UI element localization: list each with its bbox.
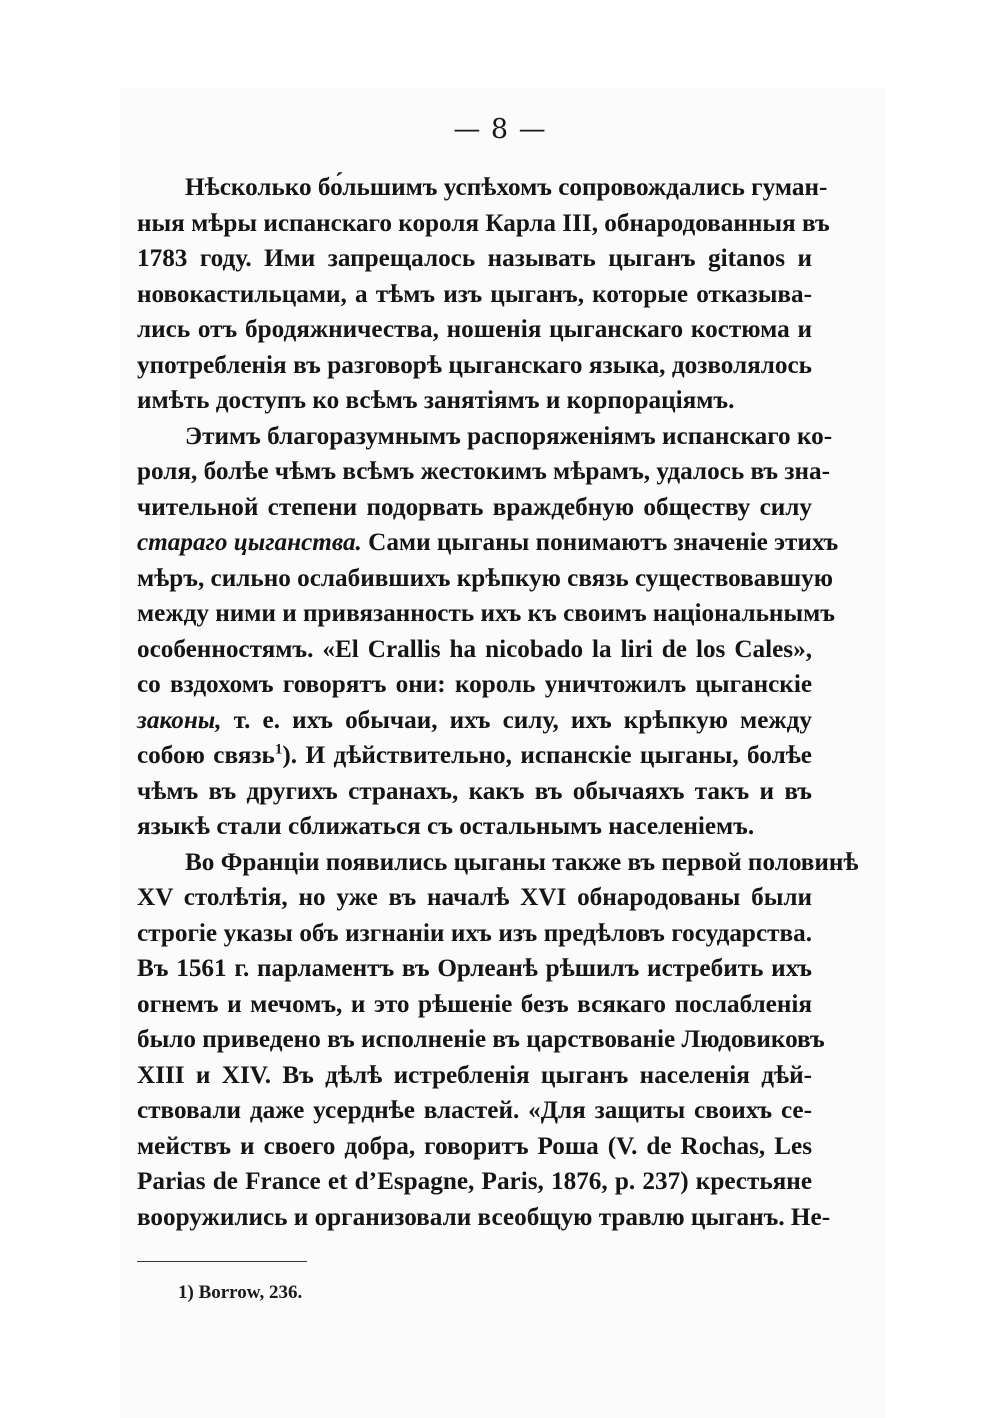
text-line: роля, болѣе чѣмъ всѣмъ жестокимъ мѣрамъ, удалось въ зна- xyxy=(137,458,831,485)
paragraph xyxy=(137,170,830,419)
text-line: строгіе указы объ изгнаніи ихъ изъ предѣловъ государства. xyxy=(137,919,812,947)
text-line: огнемъ и мечомъ, и это рѣшеніе безъ всякаго послабленія xyxy=(137,990,812,1018)
text-line xyxy=(137,738,812,774)
text-line: ствовали даже усерднѣе властей. «Для защиты своихъ се- xyxy=(137,1097,812,1124)
text-line: Во Франціи появились цыганы также въ первой половинѣ xyxy=(185,848,859,876)
paragraph xyxy=(137,419,839,845)
text-line: было приведено въ исполненіе въ царствованіе Людовиковъ xyxy=(137,1026,825,1053)
text-line: новокастильцами, а тѣмъ изъ цыганъ, которые отказыва- xyxy=(137,280,812,308)
text-line: мействъ и своего добра, говоритъ Роша (V. de Rochas, Les xyxy=(137,1132,812,1160)
text-line: XV столѣтія, но уже въ началѣ XVI обнародованы были xyxy=(137,884,812,911)
body-text xyxy=(137,170,859,1235)
text-line: XIII и XIV. Въ дѣлѣ истребленія цыганъ населенія дѣй- xyxy=(137,1061,812,1089)
text-line: Нѣсколько бо́льшимъ успѣхомъ сопровождались гуман- xyxy=(185,174,828,201)
text-line xyxy=(137,703,812,739)
text-line xyxy=(137,525,839,561)
text-line: вооружились и организовали всеобщую травлю цыганъ. Не- xyxy=(137,1203,831,1231)
text-segment: т. е. ихъ обычаи, ихъ силу, ихъ крѣпкую между xyxy=(221,706,812,734)
text-line: ныя мѣры испанскаго короля Карла III, обнародованныя въ xyxy=(137,209,830,237)
text-line: мѣръ, сильно ослабившихъ крѣпкую связь существовавшую xyxy=(137,564,834,592)
text-line: употребленія въ разговорѣ цыганскаго языка, дозволялось xyxy=(137,351,812,379)
page-number: — 8 — xyxy=(453,114,547,145)
text-line: чѣмъ въ другихъ странахъ, какъ въ обычаяхъ такъ и въ xyxy=(137,777,812,805)
text-segment: собою связь xyxy=(137,742,275,769)
text-line: имѣть доступъ ко всѣмъ занятіямъ и корпораціямъ. xyxy=(137,387,735,414)
footnote-divider xyxy=(137,1261,307,1262)
footnote: 1) Borrow, 236. xyxy=(178,1282,303,1303)
text-segment: ). И дѣйствительно, испанскіе цыганы, болѣе xyxy=(282,742,812,769)
text-line: Parias de France et d’Espagne, Paris, 1876, p. 237) крестьяне xyxy=(137,1168,812,1195)
text-line: Этимъ благоразумнымъ распоряженіямъ испанскаго ко- xyxy=(185,422,833,450)
italic-phrase: законы, xyxy=(137,706,222,734)
text-line: со вздохомъ говорятъ они: король уничтожилъ цыганскіе xyxy=(137,671,812,698)
text-line: особенностямъ. «El Crallis ha nicobado la liri de los Cales», xyxy=(137,635,812,663)
text-segment: Сами цыганы понимаютъ значеніе этихъ xyxy=(361,529,839,556)
text-line: Въ 1561 г. парламентъ въ Орлеанѣ рѣшилъ истребить ихъ xyxy=(137,955,812,982)
footnote-marker[interactable]: 1 xyxy=(274,741,283,758)
italic-phrase: стараго цыганства. xyxy=(137,529,362,556)
paragraph xyxy=(137,845,859,1236)
text-line: языкѣ стали сближаться съ остальнымъ населеніемъ. xyxy=(137,813,755,840)
text-line: чительной степени подорвать враждебную обществу силу xyxy=(137,493,812,521)
text-line: между ними и привязанность ихъ къ своимъ національнымъ xyxy=(137,600,835,627)
text-line: 1783 году. Ими запрещалось называть цыганъ gitanos и xyxy=(137,245,812,272)
text-line: лись отъ бродяжничества, ношенія цыганскаго костюма и xyxy=(137,316,812,343)
